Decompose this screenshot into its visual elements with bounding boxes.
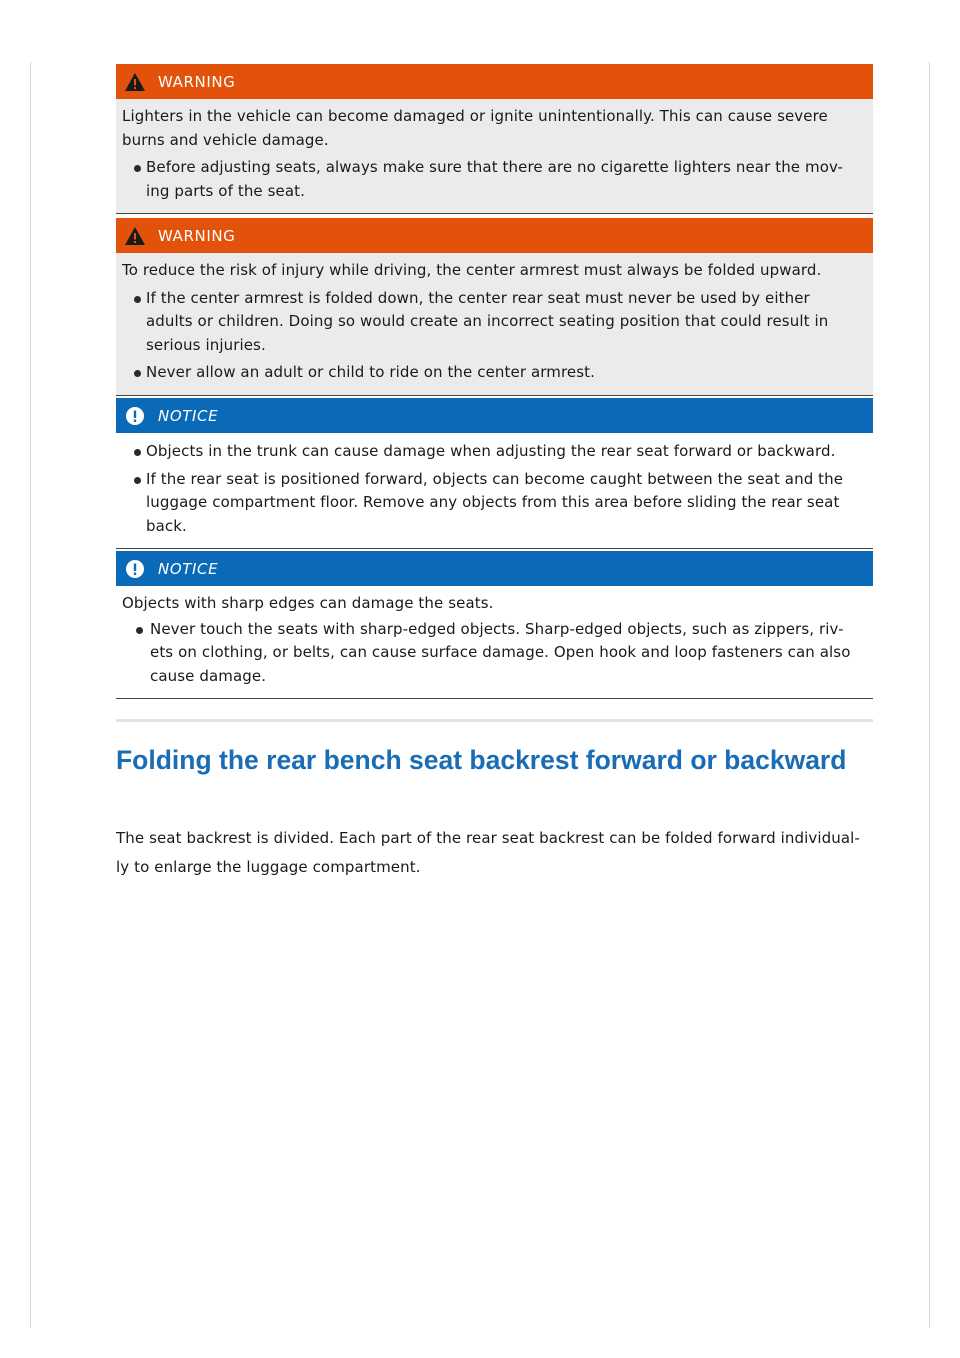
notice-box-trunk (116, 398, 873, 549)
right-margin-rule (929, 62, 930, 1328)
notice-title: NOTICE (158, 559, 219, 578)
list-item: Objects in the trunk can cause damage when adjusting the rear seat forward or backward. (122, 440, 859, 464)
list-item: If the rear seat is positioned forward, objects can become caught between the seat and the luggage compartment floor. Remove any objects from this area before sliding the rear seat back. (122, 468, 859, 539)
list-item: If the center armrest is folded down, the center rear seat must never be used by either adults or children. Doing so would create an incorrect seating position that could result in serious injuries. (122, 287, 859, 358)
notice-box-sharp-edges (116, 551, 873, 699)
warning-triangle-icon (124, 226, 146, 246)
warning-bullet-list (122, 156, 859, 203)
warning-box-lighters (116, 64, 873, 214)
warning-body (116, 253, 873, 396)
warning-header (116, 64, 873, 99)
notice-header (116, 551, 873, 586)
notice-title: NOTICE (158, 406, 219, 425)
notice-text: Objects with sharp edges can damage the seats. (122, 594, 494, 612)
exclamation-circle-icon (124, 559, 146, 579)
section-intro-paragraph: The seat backrest is divided. Each part of the rear seat backrest can be folded forward individual- ly to enlarge the luggage compartment. (116, 829, 860, 876)
warning-header (116, 218, 873, 253)
notice-body (116, 586, 873, 699)
warning-title: WARNING (158, 72, 236, 91)
list-item: Never allow an adult or child to ride on the center armrest. (122, 361, 859, 385)
warning-body (116, 99, 873, 214)
notice-bullet-list (122, 618, 859, 689)
warning-text: To reduce the risk of injury while driving, the center armrest must always be folded upward. (122, 261, 822, 279)
list-item: Before adjusting seats, always make sure that there are no cigarette lighters near the mov- ing parts of the seat. (122, 156, 859, 203)
warning-bullet-list (122, 287, 859, 385)
notice-header (116, 398, 873, 433)
warning-box-armrest (116, 218, 873, 396)
notice-bullet-list (122, 440, 859, 538)
warning-triangle-icon (124, 72, 146, 92)
exclamation-circle-icon (124, 406, 146, 426)
list-item: Never touch the seats with sharp-edged objects. Sharp-edged objects, such as zippers, riv- ets on clothing, or belts, can cause surface damage. Open hook and loop fasteners can also cause damage. (122, 618, 859, 689)
warning-title: WARNING (158, 226, 236, 245)
section-heading: Folding the rear bench seat backrest forward or backward (116, 745, 847, 775)
warning-text: Lighters in the vehicle can become damaged or ignite unintentionally. This can cause severe burns and vehicle damage. (122, 107, 828, 149)
left-margin-rule (30, 62, 31, 1328)
notice-body (116, 433, 873, 549)
section-divider (116, 719, 873, 722)
